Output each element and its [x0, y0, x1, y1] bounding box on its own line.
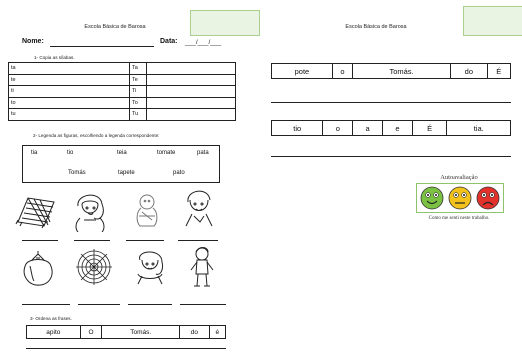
syllable-row: [9, 86, 236, 98]
word-card-right-2[interactable]: e: [383, 121, 413, 136]
word-card-right-2[interactable]: tio: [272, 121, 323, 136]
word-tomate: tomate: [157, 150, 176, 156]
neutral-face-icon[interactable]: [449, 187, 471, 209]
word-card-right-2[interactable]: o: [323, 121, 353, 136]
evaluation-caption: Como me senti neste trabalho.: [428, 216, 490, 221]
syllable-row: [9, 97, 236, 109]
evaluation-faces: [417, 184, 503, 212]
answer-line-4[interactable]: [178, 240, 218, 241]
word-card-left[interactable]: do: [180, 326, 209, 339]
name-field[interactable]: [50, 46, 154, 47]
tomate-drawing: [18, 248, 58, 288]
syllable-copy-cell[interactable]: [147, 109, 236, 121]
pato-drawing: [130, 192, 164, 230]
word-card-left[interactable]: Tomás.: [102, 326, 180, 339]
sad-face-icon[interactable]: [477, 187, 499, 209]
date-label: Data:: [160, 38, 178, 45]
syllable-upper: To: [130, 97, 147, 109]
word-card-right-1[interactable]: É: [487, 64, 510, 79]
order-table-left: [26, 325, 226, 339]
order-answer-line-right-1[interactable]: [271, 102, 511, 103]
grade-box-right: [463, 6, 522, 36]
syllable-lower: te: [9, 74, 130, 86]
syllable-copy-cell[interactable]: [147, 74, 236, 86]
order-answer-line-right-2[interactable]: [271, 156, 511, 157]
tomas-drawing: [188, 246, 216, 288]
tia-drawing: [70, 188, 110, 232]
evaluation-box: [416, 183, 504, 213]
syllable-lower: to: [9, 97, 130, 109]
word-card-right-2[interactable]: a: [353, 121, 383, 136]
happy-face-icon[interactable]: [421, 187, 443, 209]
word-teia: teia: [117, 150, 127, 156]
word-card-right-2[interactable]: tia.: [447, 121, 511, 136]
answer-line-2[interactable]: [74, 240, 110, 241]
worksheet-page-right: [261, 0, 522, 354]
name-label: Nome:: [22, 38, 44, 45]
word-card-right-2[interactable]: É: [412, 121, 447, 136]
word-pato: pato: [173, 170, 185, 176]
syllable-lower: tu: [9, 109, 130, 121]
syllable-copy-cell[interactable]: [147, 63, 236, 75]
tapete-drawing: [14, 192, 58, 230]
exercise1-title: 1- Copia as sílabas.: [34, 55, 75, 60]
word-tomas: Tomás: [68, 170, 86, 176]
syllable-row: [9, 109, 236, 121]
word-card-left[interactable]: O: [80, 326, 102, 339]
pata-drawing: [130, 246, 170, 286]
answer-line-6[interactable]: [78, 304, 120, 305]
word-tia: tia: [31, 150, 38, 156]
word-card-right-1[interactable]: do: [451, 64, 487, 79]
syllable-row: [9, 63, 236, 75]
answer-line-5[interactable]: [22, 304, 70, 305]
syllable-lower: ti: [9, 86, 130, 98]
teia-drawing: [74, 246, 114, 288]
order-table-right-1: [271, 63, 511, 79]
word-tapete: tapete: [118, 170, 135, 176]
syllable-upper: Te: [130, 74, 147, 86]
syllable-upper: Ti: [130, 86, 147, 98]
syllable-upper: Ta: [130, 63, 147, 75]
word-card-right-1[interactable]: pote: [272, 64, 333, 79]
exercise3-title: 3- Ordena as frases.: [30, 316, 72, 321]
word-tio: tio: [67, 150, 74, 156]
syllable-table: [8, 62, 236, 121]
order-table-right-2: [271, 120, 511, 136]
evaluation-title: Autoavaliação: [440, 174, 478, 181]
syllable-row: [9, 74, 236, 86]
word-card-left[interactable]: é: [209, 326, 225, 339]
date-field[interactable]: ___/___/___: [185, 39, 222, 46]
tio-drawing: [180, 186, 216, 230]
answer-line-8[interactable]: [180, 304, 226, 305]
grade-box: [190, 10, 260, 36]
word-bank-box: [22, 145, 220, 183]
answer-line-1[interactable]: [22, 240, 58, 241]
school-name: Escola Básica de Barosa: [84, 24, 146, 30]
syllable-copy-cell[interactable]: [147, 97, 236, 109]
syllable-lower: ta: [9, 63, 130, 75]
word-card-left[interactable]: apito: [27, 326, 81, 339]
exercise2-title: 2- Legenda as figuras, escolhendo a legenda correspondente:: [33, 133, 160, 138]
school-name-right: Escola Básica de Barosa: [345, 24, 407, 30]
word-card-right-1[interactable]: Tomás.: [352, 64, 450, 79]
syllable-copy-cell[interactable]: [147, 86, 236, 98]
word-card-right-1[interactable]: o: [332, 64, 352, 79]
word-pata: pata: [197, 150, 209, 156]
syllable-upper: Tu: [130, 109, 147, 121]
answer-line-7[interactable]: [128, 304, 172, 305]
answer-line-3[interactable]: [126, 240, 164, 241]
order-answer-line-left[interactable]: [26, 348, 226, 349]
